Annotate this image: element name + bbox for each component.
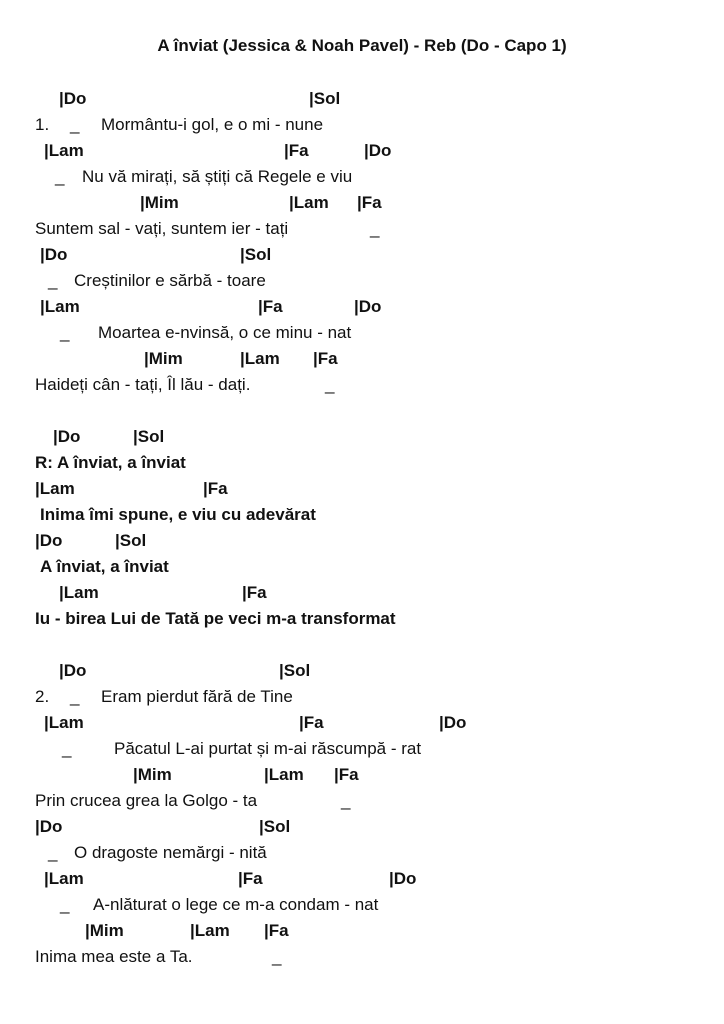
chord: |Lam xyxy=(190,921,230,940)
chord: |Do xyxy=(354,297,382,316)
chord: |Do xyxy=(59,89,87,108)
chorus-line: Inima îmi spune, e viu cu adevărat xyxy=(40,505,316,524)
chord: |Do xyxy=(40,245,68,264)
chord: |Sol xyxy=(133,427,165,446)
chord: |Mim xyxy=(144,349,183,368)
chord: |Fa xyxy=(299,713,324,732)
chord: |Fa xyxy=(264,921,289,940)
lyric-line: Prin crucea grea la Golgo - ta xyxy=(35,791,258,810)
lyric-line: A-nlăturat o lege ce m-a condam - nat xyxy=(93,895,379,914)
chord: |Lam xyxy=(35,479,75,498)
chord: |Fa xyxy=(258,297,283,316)
chord: |Lam xyxy=(59,583,99,602)
verse-number: 2. xyxy=(35,687,50,706)
gap-marker: _ xyxy=(62,739,72,758)
chord: |Mim xyxy=(85,921,124,940)
chorus-line: R: A înviat, a înviat xyxy=(35,453,186,472)
chord: |Do xyxy=(53,427,81,446)
chord: |Do xyxy=(35,531,63,550)
gap-marker: _ xyxy=(60,895,70,914)
lyric-line: Haideți cân - tați, Îl lău - dați. xyxy=(35,375,251,394)
chord: |Sol xyxy=(240,245,272,264)
gap-marker: _ xyxy=(370,219,380,238)
chord: |Do xyxy=(59,661,87,680)
chord: |Lam xyxy=(264,765,304,784)
chord: |Fa xyxy=(313,349,338,368)
chord: |Lam xyxy=(40,297,80,316)
chorus-line: Iu - birea Lui de Tată pe veci m-a transformat xyxy=(35,609,396,628)
lyric-line: O dragoste nemărgi - nită xyxy=(74,843,267,862)
chord: |Fa xyxy=(357,193,382,212)
chord: |Mim xyxy=(140,193,179,212)
gap-marker: _ xyxy=(60,323,70,342)
chord: |Do xyxy=(389,869,417,888)
chord: |Sol xyxy=(259,817,291,836)
chord: |Lam xyxy=(44,141,84,160)
gap-marker: _ xyxy=(48,843,58,862)
gap-marker: _ xyxy=(70,687,80,706)
lyric-line: Creștinilor e sărbă - toare xyxy=(74,271,266,290)
chord: |Do xyxy=(364,141,392,160)
gap-marker: _ xyxy=(48,271,58,290)
chord: |Lam xyxy=(44,869,84,888)
lyric-line: Eram pierdut fără de Tine xyxy=(101,687,293,706)
gap-marker: _ xyxy=(55,167,65,186)
chord: |Mim xyxy=(133,765,172,784)
gap-marker: _ xyxy=(325,375,335,394)
lyric-line: Păcatul L-ai purtat și m-ai răscumpă - rat xyxy=(114,739,422,758)
lyric-line: Suntem sal - vați, suntem ier - tați xyxy=(35,219,289,238)
chord: |Fa xyxy=(334,765,359,784)
chord: |Lam xyxy=(240,349,280,368)
chord: |Sol xyxy=(309,89,341,108)
lyric-line: Inima mea este a Ta. xyxy=(35,947,193,966)
chord: |Sol xyxy=(279,661,311,680)
chord: |Lam xyxy=(44,713,84,732)
lyric-line: Nu vă mirați, să știți că Regele e viu xyxy=(82,167,353,186)
chorus-line: A înviat, a înviat xyxy=(40,557,169,576)
song-title: A înviat (Jessica & Noah Pavel) - Reb (Do - Capo 1) xyxy=(157,36,567,55)
chord: |Lam xyxy=(289,193,329,212)
chord: |Fa xyxy=(203,479,228,498)
chord: |Sol xyxy=(115,531,147,550)
chord: |Do xyxy=(35,817,63,836)
lyric-line: Mormântu-i gol, e o mi - nune xyxy=(101,115,324,134)
gap-marker: _ xyxy=(341,791,351,810)
gap-marker: _ xyxy=(272,947,282,966)
lyric-line: Moartea e-nvinsă, o ce minu - nat xyxy=(98,323,352,342)
chord: |Fa xyxy=(238,869,263,888)
verse-number: 1. xyxy=(35,115,50,134)
chord: |Fa xyxy=(284,141,309,160)
chord: |Fa xyxy=(242,583,267,602)
gap-marker: _ xyxy=(70,115,80,134)
chord: |Do xyxy=(439,713,467,732)
